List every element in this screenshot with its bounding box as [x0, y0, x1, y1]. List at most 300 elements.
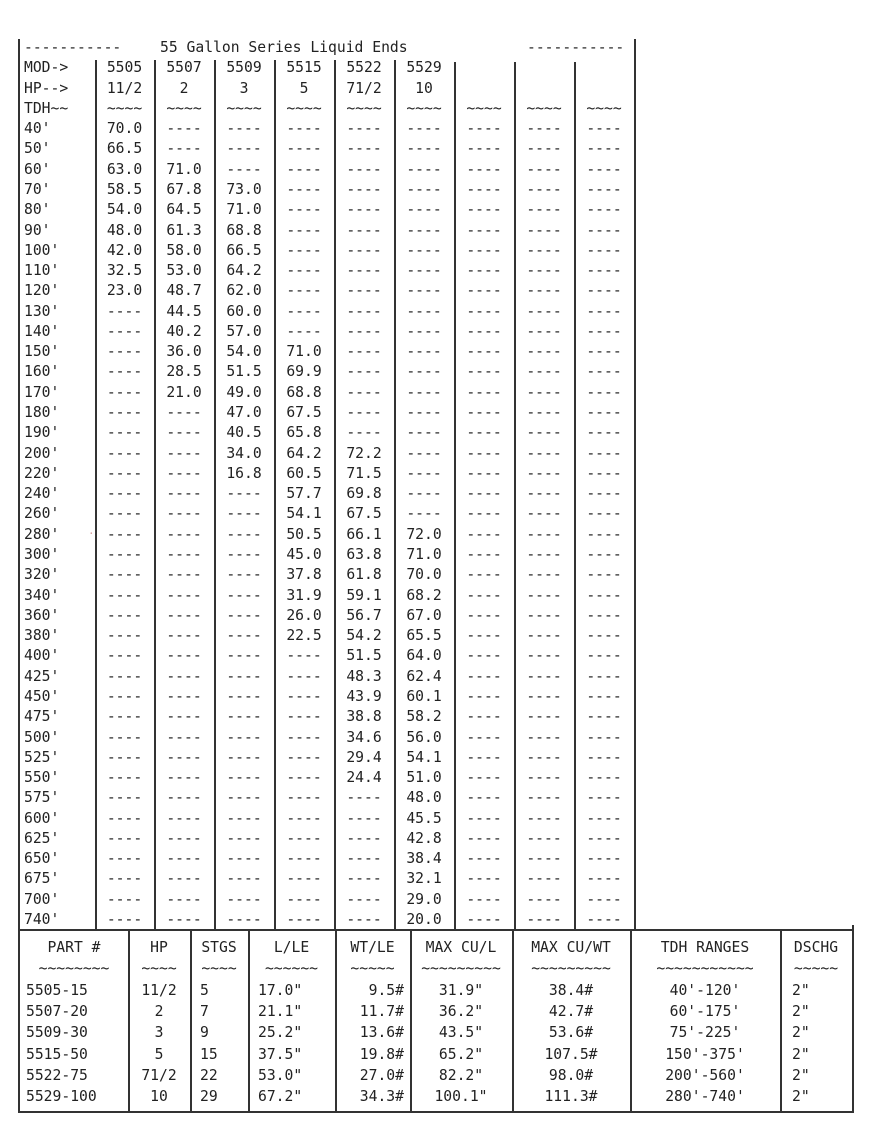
- flow-value: ----: [106, 911, 143, 929]
- spec-value: 60'-175': [669, 1002, 741, 1020]
- column-header: HP: [150, 939, 168, 956]
- tdh-value: 130': [24, 302, 60, 320]
- flow-value: 22.5: [286, 627, 322, 645]
- flow-value: ----: [346, 383, 382, 401]
- flow-value: ----: [106, 850, 143, 868]
- flow-value: ----: [346, 890, 382, 908]
- flow-value: ----: [526, 911, 562, 929]
- flow-value: ----: [586, 525, 622, 543]
- model-row: [20, 58, 636, 78]
- row-rule: [18, 1111, 854, 1113]
- flow-value: ----: [586, 829, 622, 847]
- flow-value: ----: [466, 809, 502, 827]
- table-row: [20, 383, 636, 403]
- flow-value: ----: [406, 485, 442, 503]
- table-row: [20, 586, 636, 606]
- column-rule: [630, 931, 632, 1111]
- spec-value: 65.2": [438, 1045, 484, 1063]
- flow-value: ----: [586, 586, 622, 604]
- flow-value: 66.1: [346, 525, 382, 543]
- tdh-value: 150': [24, 343, 60, 361]
- spec-value: 36.2": [438, 1002, 484, 1020]
- table-row: [20, 707, 636, 727]
- tilde-divider: ~~~~: [586, 99, 622, 117]
- flow-value: ----: [526, 789, 562, 807]
- flow-value: ----: [586, 302, 622, 320]
- flow-value: ----: [106, 769, 143, 787]
- flow-value: ----: [526, 120, 562, 138]
- spec-value: 5507-20: [26, 1002, 88, 1020]
- flow-value: ----: [586, 383, 622, 401]
- flow-value: ----: [346, 120, 382, 138]
- flow-value: ----: [586, 627, 622, 645]
- table-row: [20, 626, 636, 646]
- table-row: [20, 667, 636, 687]
- table-row: [20, 525, 636, 545]
- spec-value: 5522-75: [26, 1066, 88, 1084]
- tilde-divider: ~~~~: [141, 960, 177, 978]
- flow-value: ----: [586, 485, 622, 503]
- hp-value: 2: [179, 79, 189, 97]
- flow-value: 64.2: [226, 262, 262, 280]
- flow-value: ----: [526, 647, 562, 665]
- flow-value: ----: [466, 140, 502, 158]
- flow-value: ----: [526, 667, 562, 685]
- flow-value: ----: [346, 140, 382, 158]
- flow-value: 26.0: [286, 606, 322, 624]
- flow-value: ----: [406, 444, 442, 462]
- column-header: MAX CU/L: [425, 939, 497, 956]
- flow-value: ----: [106, 404, 143, 422]
- tdh-value: 300': [24, 546, 60, 563]
- table-row: [20, 423, 636, 443]
- column-rule: [190, 931, 192, 1111]
- flow-value: 48.7: [166, 282, 202, 300]
- flow-value: ----: [466, 647, 502, 665]
- flow-value: ----: [586, 343, 622, 361]
- title-row: [20, 38, 636, 58]
- column-rule: [95, 60, 97, 930]
- flow-value: ----: [466, 627, 502, 645]
- table-row: [20, 890, 636, 910]
- flow-value: ----: [406, 180, 442, 198]
- tdh-value: 450': [24, 687, 60, 705]
- flow-value: 67.0: [406, 606, 442, 624]
- flow-value: 57.7: [286, 485, 322, 503]
- flow-value: ----: [526, 546, 562, 563]
- flow-value: 16.8: [226, 464, 262, 482]
- column-rule: [274, 60, 276, 930]
- flow-value: ----: [466, 546, 502, 563]
- spec-value: 25.2": [258, 1024, 303, 1042]
- flow-value: 38.4: [406, 850, 442, 868]
- flow-value: ----: [226, 120, 262, 138]
- flow-value: 20.0: [406, 911, 442, 929]
- tilde-divider: ~~~~: [526, 99, 562, 117]
- flow-value: ----: [106, 546, 143, 563]
- flow-value: ----: [526, 769, 562, 787]
- flow-value: ----: [406, 120, 442, 138]
- tdh-value: 120': [24, 282, 60, 300]
- flow-value: 42.0: [106, 241, 143, 259]
- flow-value: ----: [526, 485, 562, 503]
- table-row: [20, 1065, 852, 1086]
- flow-value: 67.8: [166, 180, 202, 198]
- flow-value: 56.0: [406, 728, 442, 746]
- flow-value: ----: [466, 282, 502, 300]
- flow-value: ----: [466, 201, 502, 219]
- spec-value: 71/2: [141, 1066, 177, 1084]
- flow-value: 65.5: [406, 627, 442, 645]
- flow-value: 43.9: [346, 687, 382, 705]
- flow-value: ----: [586, 870, 622, 888]
- flow-value: 45.5: [406, 809, 442, 827]
- flow-value: ----: [346, 789, 382, 807]
- spec-value: 5515-50: [26, 1045, 88, 1063]
- tdh-value: 740': [24, 911, 60, 929]
- column-header: L/LE: [273, 939, 310, 956]
- flow-value: ----: [406, 302, 442, 320]
- flow-value: 71.0: [166, 160, 202, 178]
- flow-value: ----: [466, 505, 502, 523]
- flow-value: 70.0: [406, 566, 442, 584]
- flow-value: ----: [586, 201, 622, 219]
- table-row: [20, 362, 636, 382]
- spec-value: 82.2": [438, 1066, 484, 1084]
- flow-value: ----: [166, 687, 202, 705]
- spec-value: 9.5#: [368, 981, 404, 999]
- column-rule: [634, 39, 636, 930]
- flow-value: ----: [106, 627, 143, 645]
- flow-value: ----: [346, 363, 382, 381]
- flow-value: ----: [406, 282, 442, 300]
- flow-value: ----: [106, 485, 143, 503]
- spec-value: 19.8#: [359, 1045, 404, 1063]
- spec-value: 17.0": [258, 981, 303, 999]
- flow-value: ----: [106, 890, 143, 908]
- flow-value: 60.5: [286, 464, 322, 482]
- flow-value: 56.7: [346, 606, 382, 624]
- mod-label: MOD->: [24, 59, 69, 77]
- flow-value: ----: [586, 464, 622, 482]
- flow-value: ----: [586, 606, 622, 624]
- table-row: [20, 281, 636, 301]
- flow-value: ----: [526, 464, 562, 482]
- flow-value: ----: [466, 586, 502, 604]
- flow-value: 34.6: [346, 728, 382, 746]
- column-rule: [574, 62, 576, 930]
- flow-value: ----: [226, 525, 262, 543]
- flow-value: ----: [526, 525, 562, 543]
- tdh-value: 80': [24, 201, 51, 219]
- flow-value: 40.2: [166, 322, 202, 340]
- spec-value: 15: [200, 1045, 218, 1063]
- tdh-value: 60': [24, 160, 51, 178]
- model-number: 5507: [166, 59, 202, 77]
- spec-value: 2": [792, 1002, 810, 1020]
- tilde-divider: ~~~~: [226, 99, 262, 117]
- flow-value: ----: [526, 505, 562, 523]
- flow-value: ----: [166, 485, 202, 503]
- flow-value: ----: [286, 241, 322, 259]
- flow-value: ----: [106, 647, 143, 665]
- flow-value: 58.5: [106, 180, 143, 198]
- tdh-value: 110': [24, 262, 60, 280]
- flow-value: ----: [526, 343, 562, 361]
- table-title: 55 Gallon Series Liquid Ends: [160, 39, 408, 56]
- flow-value: ----: [466, 829, 502, 847]
- column-rule: [454, 62, 456, 930]
- title-dash-right: -----------: [527, 39, 625, 56]
- flow-value: ----: [166, 586, 202, 604]
- flow-value: 32.5: [106, 262, 143, 280]
- flow-value: ----: [166, 829, 202, 847]
- flow-value: ----: [466, 708, 502, 726]
- flow-value: ----: [166, 566, 202, 584]
- spec-value: 2": [792, 1066, 810, 1084]
- tilde-divider: ~~~~: [201, 960, 237, 978]
- flow-value: ----: [226, 140, 262, 158]
- flow-value: ----: [586, 769, 622, 787]
- flow-value: ----: [166, 546, 202, 563]
- flow-value: ----: [466, 789, 502, 807]
- tilde-divider: ~~~~~~~~: [38, 960, 110, 978]
- flow-value: ----: [586, 546, 622, 563]
- table-row: [20, 342, 636, 362]
- flow-value: ----: [226, 687, 262, 705]
- flow-value: ----: [166, 870, 202, 888]
- flow-value: ----: [406, 424, 442, 442]
- column-rule: [128, 931, 130, 1111]
- column-rule: [410, 931, 412, 1111]
- flow-value: ----: [586, 505, 622, 523]
- flow-value: ----: [226, 911, 262, 929]
- flow-value: ----: [286, 870, 322, 888]
- flow-value: ----: [106, 322, 143, 340]
- model-number: 5505: [106, 59, 143, 77]
- flow-value: ----: [286, 809, 322, 827]
- flow-value: ----: [526, 606, 562, 624]
- tilde-divider: ~~~~~: [350, 960, 395, 978]
- flow-value: ----: [286, 911, 322, 929]
- flow-value: ----: [166, 809, 202, 827]
- tdh-value: 625': [24, 829, 60, 847]
- spec-value: 53.6#: [548, 1024, 594, 1042]
- flow-value: 63.8: [346, 546, 382, 563]
- flow-value: ----: [526, 627, 562, 645]
- flow-value: ----: [286, 282, 322, 300]
- tdh-value: 190': [24, 424, 60, 442]
- flow-value: ----: [406, 343, 442, 361]
- flow-value: 64.5: [166, 201, 202, 219]
- flow-value: 54.1: [286, 505, 322, 523]
- flow-value: ----: [466, 687, 502, 705]
- table-row: [20, 241, 636, 261]
- flow-value: ----: [526, 221, 562, 239]
- flow-value: 21.0: [166, 383, 202, 401]
- table-row: [20, 302, 636, 322]
- flow-value: ----: [226, 829, 262, 847]
- flow-value: 48.0: [406, 789, 442, 807]
- flow-value: 53.0: [166, 262, 202, 280]
- tdh-value: 140': [24, 322, 60, 340]
- flow-value: ----: [466, 606, 502, 624]
- flow-value: 63.0: [106, 160, 143, 178]
- flow-value: ----: [526, 748, 562, 766]
- flow-value: ----: [106, 870, 143, 888]
- flow-value: ----: [286, 647, 322, 665]
- flow-value: ----: [406, 404, 442, 422]
- hp-value: 11/2: [106, 79, 143, 97]
- flow-value: ----: [466, 302, 502, 320]
- flow-value: ----: [586, 404, 622, 422]
- spec-value: 34.3#: [359, 1088, 404, 1106]
- tdh-value: 380': [24, 627, 60, 645]
- flow-value: ----: [106, 809, 143, 827]
- flow-value: ----: [346, 302, 382, 320]
- flow-value: ----: [166, 627, 202, 645]
- flow-value: ----: [346, 404, 382, 422]
- flow-value: ----: [106, 586, 143, 604]
- flow-value: ----: [526, 302, 562, 320]
- column-header: TDH RANGES: [660, 939, 750, 956]
- flow-value: ----: [106, 525, 143, 543]
- tdh-value: 400': [24, 647, 60, 665]
- flow-value: ----: [166, 140, 202, 158]
- column-header: STGS: [201, 939, 237, 956]
- flow-value: ----: [466, 667, 502, 685]
- spec-value: 5509-30: [26, 1024, 88, 1042]
- hp-value: 5: [299, 79, 309, 97]
- spec-value: 11/2: [141, 981, 177, 999]
- flow-value: ----: [586, 262, 622, 280]
- flow-value: ----: [166, 911, 202, 929]
- flow-value: ----: [526, 586, 562, 604]
- spec-value: 111.3#: [544, 1088, 598, 1106]
- tilde-divider: ~~~~~~~~~~~: [656, 960, 754, 978]
- flow-value: ----: [106, 606, 143, 624]
- spec-value: 37.5": [258, 1045, 303, 1063]
- flow-value: ----: [586, 708, 622, 726]
- tdh-value: 650': [24, 850, 60, 868]
- tdh-row: [20, 99, 636, 119]
- flow-value: ----: [346, 221, 382, 239]
- column-header: WT/LE: [350, 939, 395, 956]
- column-rule: [780, 931, 782, 1111]
- spec-value: 2": [792, 981, 810, 999]
- flow-value: ----: [226, 505, 262, 523]
- flow-value: ----: [526, 424, 562, 442]
- flow-value: ----: [466, 160, 502, 178]
- spec-value: 21.1": [258, 1002, 303, 1020]
- spec-value: 98.0#: [548, 1066, 594, 1084]
- header-row: [20, 937, 852, 958]
- flow-value: 54.1: [406, 748, 442, 766]
- flow-value: ----: [106, 383, 143, 401]
- flow-value: 67.5: [346, 505, 382, 523]
- flow-value: ----: [226, 708, 262, 726]
- spec-value: 200'-560': [665, 1066, 745, 1084]
- flow-value: ----: [106, 687, 143, 705]
- flow-value: ----: [286, 890, 322, 908]
- tdh-value: 340': [24, 586, 60, 604]
- spec-value: 2: [154, 1002, 164, 1020]
- flow-value: ----: [466, 424, 502, 442]
- flow-value: ----: [526, 404, 562, 422]
- flow-value: 65.8: [286, 424, 322, 442]
- flow-value: ----: [586, 241, 622, 259]
- tdh-value: 700': [24, 890, 60, 908]
- spec-value: 9: [200, 1024, 209, 1042]
- flow-value: ----: [166, 789, 202, 807]
- tdh-value: 475': [24, 708, 60, 726]
- flow-value: ----: [466, 180, 502, 198]
- flow-value: 54.0: [226, 343, 262, 361]
- table-row: [20, 910, 636, 930]
- flow-value: 44.5: [166, 302, 202, 320]
- flow-value: ----: [166, 769, 202, 787]
- flow-value: ----: [526, 160, 562, 178]
- tdh-value: 220': [24, 464, 60, 482]
- flow-value: ----: [106, 667, 143, 685]
- flow-value: 68.8: [286, 383, 322, 401]
- model-number: 5509: [226, 59, 262, 77]
- table-row: [20, 119, 636, 139]
- flow-value: ----: [226, 566, 262, 584]
- table-row: [20, 180, 636, 200]
- flow-value: ----: [466, 566, 502, 584]
- flow-value: 62.0: [226, 282, 262, 300]
- flow-value: ----: [346, 343, 382, 361]
- tdh-value: 425': [24, 667, 60, 685]
- flow-value: ----: [466, 322, 502, 340]
- flow-value: 72.0: [406, 525, 442, 543]
- flow-value: ----: [106, 464, 143, 482]
- model-number: 5529: [406, 59, 442, 77]
- flow-value: ----: [466, 383, 502, 401]
- spec-value: 75'-225': [669, 1024, 741, 1042]
- flow-value: 24.4: [346, 769, 382, 787]
- flow-value: 73.0: [226, 180, 262, 198]
- flow-value: ----: [586, 140, 622, 158]
- row-rule: [18, 929, 854, 931]
- flow-value: 61.3: [166, 221, 202, 239]
- flow-value: ----: [226, 748, 262, 766]
- flow-value: ----: [226, 890, 262, 908]
- flow-value: ----: [346, 160, 382, 178]
- flow-value: ----: [466, 748, 502, 766]
- table-row: [20, 788, 636, 808]
- tdh-value: 170': [24, 383, 60, 401]
- flow-value: ----: [586, 809, 622, 827]
- flow-value: ----: [406, 464, 442, 482]
- column-rule: [335, 931, 337, 1111]
- flow-value: ----: [166, 444, 202, 462]
- tdh-value: 100': [24, 241, 60, 259]
- column-rule: [394, 60, 396, 930]
- flow-value: 60.0: [226, 302, 262, 320]
- flow-value: ----: [226, 728, 262, 746]
- tilde-divider: ~~~~~~~~~: [421, 960, 501, 978]
- flow-value: 71.0: [286, 343, 322, 361]
- flow-value: ----: [586, 424, 622, 442]
- flow-value: 48.3: [346, 667, 382, 685]
- tdh-value: 600': [24, 809, 60, 827]
- flow-value: 71.0: [406, 546, 442, 563]
- flow-value: ----: [166, 120, 202, 138]
- spec-value: 31.9": [438, 981, 484, 999]
- table-row: [20, 444, 636, 464]
